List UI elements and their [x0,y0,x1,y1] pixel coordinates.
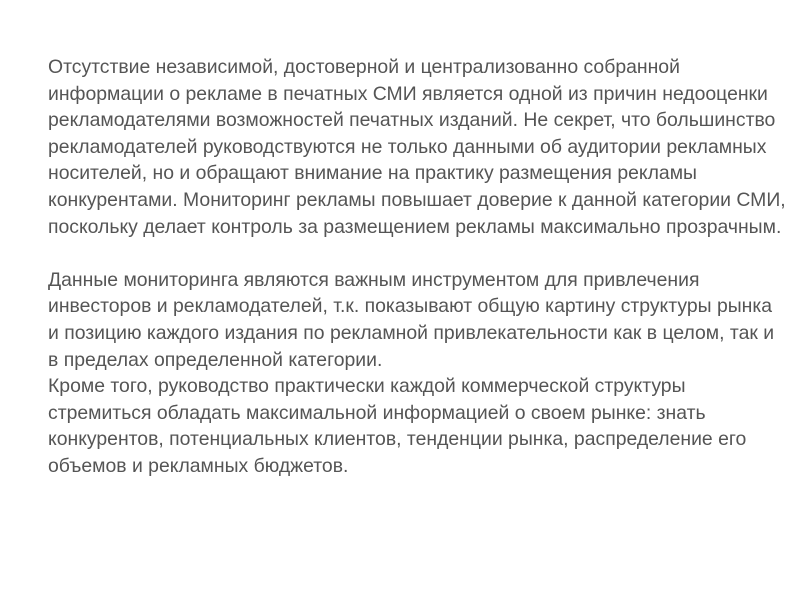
paragraph-advertising-monitoring: Отсутствие независимой, достоверной и централизованно собранной информации о рекламе в печатных СМИ является одной из причин недооценки рекламодателями возможностей печатных изданий. Не секрет, что большинство рекламодателей руководствуются не только данными об аудитории рекламных носителей, но и обращают внимание на практику размещения рекламы конкурентами. Мониторинг рекламы повышает доверие к данной категории СМИ, поскольку делает контроль за размещением рекламы максимально прозрачным. [48,56,786,238]
document-body [48,54,788,480]
paragraph-market-information: Кроме того, руководство практически каждой коммерческой структуры стремиться обладать максимальной информацией о своем рынке: знать конкурентов, потенциальных клиентов, тенденции рынка, распределение его объемов и рекламных бюджетов. [48,375,747,477]
paragraph-spacer [48,240,788,267]
paragraph-monitoring-data: Данные мониторинга являются важным инструментом для привлечения инвесторов и рекламодателей, т.к. показывают общую картину структуры рынка и позицию каждого издания по рекламной привлекательности как в целом, так и в пределах определенной категории. [48,268,775,371]
